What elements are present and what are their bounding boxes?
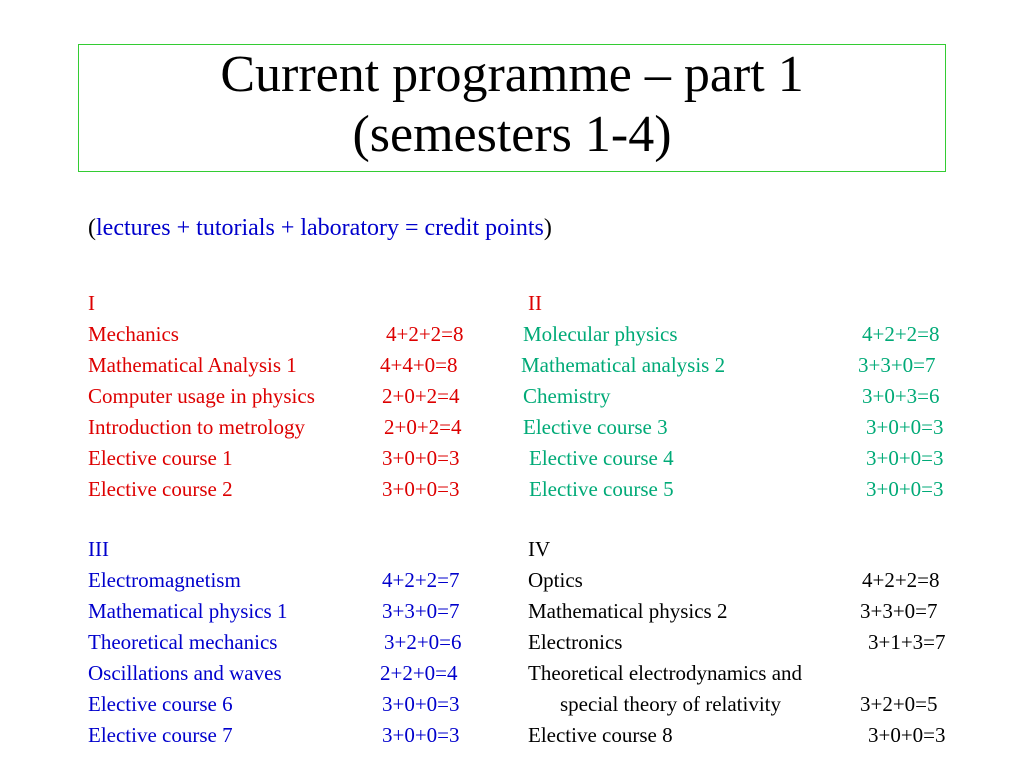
course-name: Theoretical mechanics: [88, 630, 278, 654]
course-name: special theory of relativity: [560, 692, 782, 716]
course-credits: 3+0+0=3: [382, 692, 460, 716]
course-name: Mathematical analysis 2: [521, 353, 726, 377]
course-name: Elective course 3: [523, 415, 668, 439]
course-credits: 2+2+0=4: [380, 661, 458, 685]
course-credits: 3+0+0=3: [382, 723, 460, 747]
course-name: Mathematical physics 2: [528, 599, 728, 623]
course-credits: 3+3+0=7: [860, 599, 938, 623]
course-credits: 3+0+3=6: [862, 384, 940, 408]
course-credits: 4+2+2=8: [386, 322, 464, 346]
course-name: Elective course 8: [528, 723, 673, 747]
course-credits: 3+0+0=3: [866, 446, 944, 470]
course-credits: 3+2+0=6: [384, 630, 462, 654]
course-credits: 4+2+2=8: [862, 322, 940, 346]
course-name: Computer usage in physics: [88, 384, 315, 408]
course-credits: 4+2+2=7: [382, 568, 460, 592]
course-name: Chemistry: [523, 384, 611, 408]
course-credits: 2+0+2=4: [384, 415, 462, 439]
course-credits: 2+0+2=4: [382, 384, 460, 408]
course-credits: 3+0+0=3: [382, 446, 460, 470]
course-name: Optics: [528, 568, 583, 592]
course-credits: 3+0+0=3: [866, 477, 944, 501]
formula-close-paren: ): [543, 215, 552, 241]
formula-text: lectures + tutorials + laboratory = credit points: [96, 215, 544, 241]
course-name: Elective course 5: [529, 477, 674, 501]
credit-formula: [88, 210, 552, 246]
course-credits: 3+3+0=7: [382, 599, 460, 623]
course-name: Elective course 1: [88, 446, 233, 470]
course-name: Elective course 4: [529, 446, 674, 470]
formula-open-paren: (: [88, 215, 96, 241]
semester-3-label: III: [88, 537, 109, 561]
slide-title: [78, 44, 946, 172]
course-name: Elective course 7: [88, 723, 233, 747]
course-name: Electronics: [528, 630, 623, 654]
course-credits: 3+0+0=3: [868, 723, 946, 747]
course-name: Electromagnetism: [88, 568, 241, 592]
course-name: Mathematical Analysis 1: [88, 353, 297, 377]
course-name: Theoretical electrodynamics and: [528, 661, 803, 685]
course-credits: 3+3+0=7: [858, 353, 936, 377]
semester-2-label: II: [528, 291, 542, 315]
course-name: Introduction to metrology: [88, 415, 305, 439]
course-credits: 3+2+0=5: [860, 692, 938, 716]
course-name: Mathematical physics 1: [88, 599, 288, 623]
title-line-1: Current programme – part 1: [220, 46, 804, 103]
course-credits: 3+0+0=3: [866, 415, 944, 439]
semester-4-label: IV: [528, 537, 551, 561]
course-name: Elective course 2: [88, 477, 233, 501]
course-credits: 4+4+0=8: [380, 353, 458, 377]
course-name: Oscillations and waves: [88, 661, 282, 685]
course-credits: 4+2+2=8: [862, 568, 940, 592]
semester-1-label: I: [88, 291, 95, 315]
course-credits: 3+0+0=3: [382, 477, 460, 501]
course-name: Mechanics: [88, 322, 179, 346]
title-line-2: (semesters 1-4): [352, 106, 672, 163]
course-credits: 3+1+3=7: [868, 630, 946, 654]
course-name: Elective course 6: [88, 692, 233, 716]
course-name: Molecular physics: [523, 322, 678, 346]
